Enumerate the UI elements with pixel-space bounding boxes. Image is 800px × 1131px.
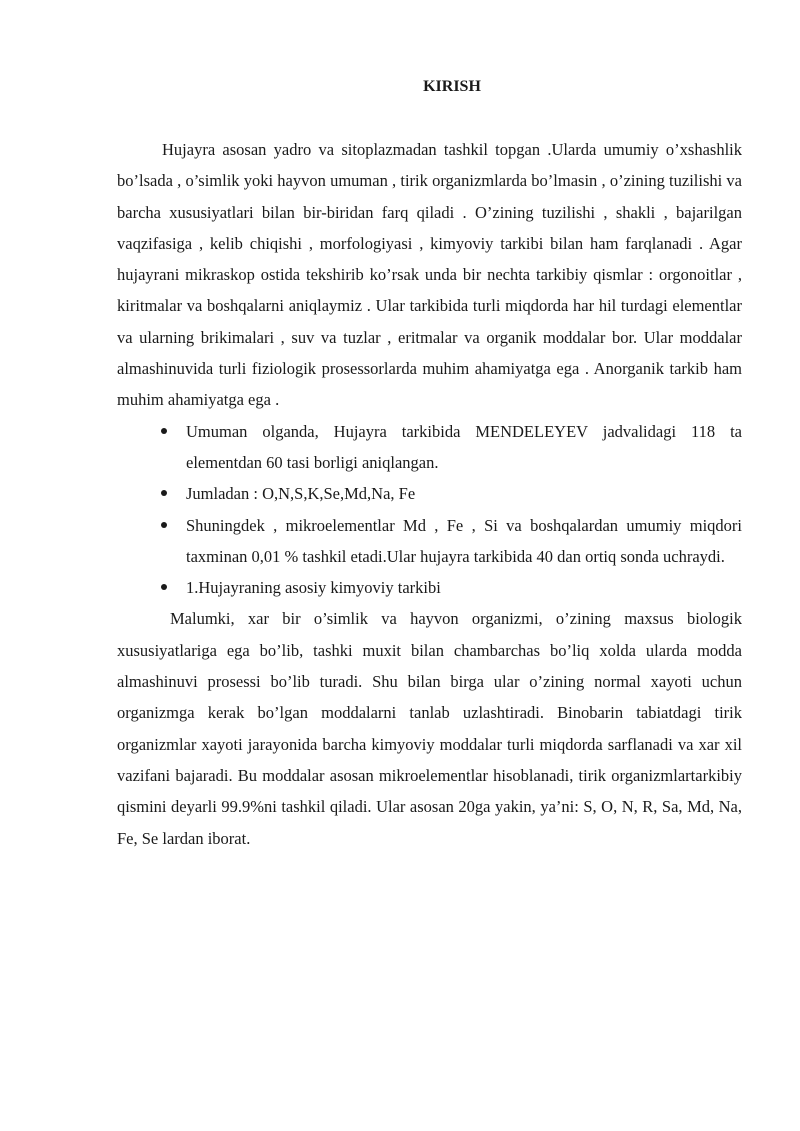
list-item-text: Umuman olganda, Hujayra tarkibida MENDELEYEV jadvalidagi 118 ta elementdan 60 tasi borligi aniqlangan. — [186, 421, 742, 472]
intro-paragraph: Hujayra asosan yadro va sitoplazmadan tashkil topgan .Ularda umumiy o’xshashlik bo’lsada , o’simlik yoki hayvon umuman , tirik organizmlarda bo’lmasin , o’zining tuzilishi va barcha xususiyatlari bilan bir-biridan farq qiladi . O’zining tuzilishi , shakli , bajarilgan vaqzifasiga , kelib chiqishi , morfologiyasi , kimyoviy tarkibi bilan ham farqlanadi . Agar hujayrani mikraskop ostida tekshirib ko’rsak unda bir nechta tarkibiy qismlar : orgonoitlar , kiritmalar va boshqalarni aniqlaymiz . Ular tarkibida turli miqdorda har hil turdagi elementlar va ularning brikimalari , suv va tuzlar , eritmalar va organik moddalar bor. Ular moddalar almashinuvida turli fiziologik prosessorlarda muhim ahamiyatga ega . Anorganik tarkib ham muhim ahamiyatga ega . — [117, 140, 742, 410]
bullet-icon — [161, 490, 167, 496]
list-item — [186, 572, 742, 603]
document-title: KIRISH — [423, 78, 481, 95]
bullet-icon — [161, 428, 167, 434]
list-item — [186, 416, 742, 479]
list-item-text: Jumladan : O,N,S,K,Se,Md,Na, Fe — [186, 484, 416, 504]
list-item — [186, 478, 742, 509]
bullet-icon — [161, 522, 167, 528]
list-item — [186, 510, 742, 573]
bullet-list — [117, 416, 742, 604]
bullet-icon — [161, 584, 167, 590]
list-item-text: Shuningdek , mikroelementlar Md , Fe , Si va boshqalardan umumiy miqdori taxminan 0,01 % tashkil etadi.Ular hujayra tarkibida 40 dan ortiq sonda uchraydi. — [186, 515, 742, 566]
list-item-text: 1.Hujayraning asosiy kimyoviy tarkibi — [186, 578, 441, 598]
second-paragraph: Malumki, xar bir o’simlik va hayvon organizmi, o’zining maxsus biologik xususiyatlariga ega bo’lib, tashki muxit bilan chambarchas bo’liq xolda ularda modda almashinuvi prosessi bo’lib turadi. Shu bilan birga ular o’zining normal xayoti uchun organizmga kerak bo’lgan moddalarni tanlab uzlashtiradi. Binobarin tabiatdagi tirik organizmlar xayoti jarayonida barcha kimyoviy moddalar turli miqdorda sarflanadi va xar xil vazifani bajaradi. Bu moddalar asosan mikroelementlar hisoblanadi, tirik organizmlartarkibiy qismini deyarli 99.9%ni tashkil qiladi. Ular asosan 20ga yakin, ya’ni: S, O, N, R, Sa, Md, Na, Fe, Se lardan iborat. — [117, 609, 742, 848]
document-page — [117, 74, 742, 854]
